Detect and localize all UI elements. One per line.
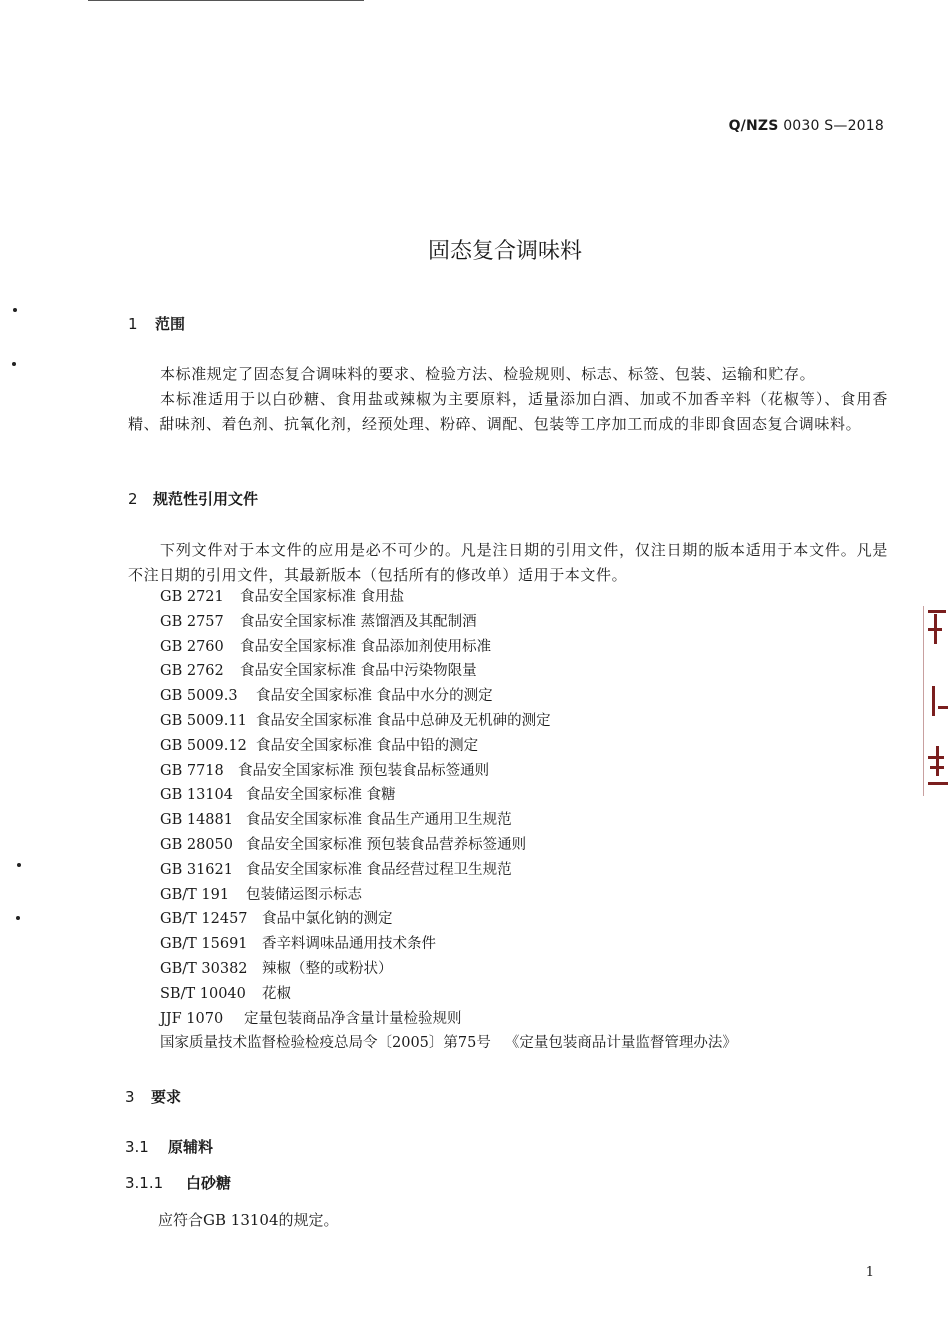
reference-code: GB 7718 [160,762,224,779]
reference-item [160,808,737,833]
scope-paragraph-2: 本标准适用于以白砂糖、食用盐或辣椒为主要原料，适量添加白酒、加或不加香辛料（花椒等）、食用香精、甜味剂、着色剂、抗氧化剂，经预处理、粉碎、调配、包装等工序加工而成的非即食固态复合调味料。 [128,390,888,433]
reference-title: 食品安全国家标准 食品经营过程卫生规范 [246,861,512,878]
reference-item [160,932,737,957]
reference-code: GB 2721 [160,589,224,605]
reference-title: 食品安全国家标准 食品中污染物限量 [240,663,477,680]
reference-item [160,883,737,908]
reference-list [160,585,737,1056]
scope-text [128,362,888,437]
reference-code: GB 13104 [160,787,233,804]
reference-item [160,635,737,660]
section-3-1-1-heading [125,1172,231,1193]
reference-title: 食品安全国家标准 预包装食品营养标签通则 [246,836,527,853]
reference-item [160,783,737,808]
reference-title: 包装储运图示标志 [246,886,362,903]
reference-code: GB 28050 [160,836,233,853]
reference-title: 食品安全国家标准 食品生产通用卫生规范 [246,812,512,829]
reference-title: 《定量包装商品计量监督管理办法》 [504,1035,737,1052]
references-intro-text: 下列文件对于本文件的应用是必不可少的。凡是注日期的引用文件，仅注日期的版本适用于本文件。凡是不注日期的引用文件，其最新版本（包括所有的修改单）适用于本文件。 [128,541,888,584]
reference-item [160,957,737,982]
reference-item [160,1031,737,1056]
punch-mark [12,362,16,366]
reference-title: 定量包装商品净含量计量检验规则 [244,1010,462,1027]
reference-item [160,709,737,734]
reference-title: 辣椒（整的或粉状） [262,960,393,977]
reference-title: 花椒 [262,985,291,1002]
sugar-requirement [158,1208,758,1233]
reference-title: 食品安全国家标准 食品中水分的测定 [256,688,493,705]
references-intro [128,538,888,588]
section-number: 3.1.1 [125,1174,164,1192]
reference-title: 食品安全国家标准 食糖 [246,787,396,804]
section-3-1-heading [125,1136,213,1157]
page-number: 1 [865,1265,874,1280]
section-title: 白砂糖 [186,1174,232,1192]
section-3-heading [125,1086,181,1107]
reference-title: 食品安全国家标准 食品中铅的测定 [256,737,479,754]
punch-mark [16,916,20,920]
reference-code: GB/T 12457 [160,911,248,928]
standard-code: 0030 S—2018 [783,118,884,134]
reference-title: 食品安全国家标准 食品添加剂使用标准 [240,638,492,655]
reference-code: GB 5009.12 [160,737,247,754]
scope-paragraph-1: 本标准规定了固态复合调味料的要求、检验方法、检验规则、标志、标签、包装、运输和贮存。 [160,365,816,383]
reference-code: GB/T 191 [160,886,230,903]
reference-title: 食品安全国家标准 食用盐 [240,589,405,605]
seal-fragment [923,606,950,796]
reference-code: GB 2760 [160,638,224,655]
reference-code: GB 14881 [160,812,233,829]
reference-title: 食品中氯化钠的测定 [262,911,393,928]
section-number: 1 [128,315,138,333]
standard-number [729,118,884,134]
section-number: 2 [128,490,138,508]
reference-title: 食品安全国家标准 预包装食品标签通则 [238,762,490,779]
reference-title: 香辛料调味品通用技术条件 [262,936,436,953]
reference-item [160,585,737,610]
document-title: 固态复合调味料 [427,239,582,264]
section-title: 原辅料 [168,1138,214,1156]
section-title: 范围 [155,315,186,333]
top-rule [88,0,364,1]
reference-item [160,833,737,858]
reference-item [160,759,737,784]
section-1-heading [128,313,185,334]
reference-code: GB/T 30382 [160,960,248,977]
reference-code: GB/T 15691 [160,936,248,953]
reference-item [160,1007,737,1032]
punch-mark [13,308,17,312]
standard-prefix: Q/NZS [728,118,779,134]
reference-code: GB 2757 [160,613,224,630]
section-number: 3 [125,1088,135,1106]
section-title: 规范性引用文件 [153,490,259,508]
reference-item [160,610,737,635]
reference-code: SB/T 10040 [160,985,246,1002]
reference-item [160,907,737,932]
reference-item [160,982,737,1007]
section-title: 要求 [151,1088,182,1106]
section-number: 3.1 [125,1138,149,1156]
reference-item [160,858,737,883]
sugar-requirement-text: 应符合GB 13104的规定。 [158,1211,339,1229]
reference-item [160,734,737,759]
reference-code: GB 5009.11 [160,712,247,729]
reference-item [160,684,737,709]
reference-code: 国家质量技术监督检验检疫总局令〔2005〕第75号 [160,1035,491,1052]
reference-code: GB 2762 [160,663,224,680]
reference-code: GB 5009.3 [160,688,238,705]
section-2-heading [128,488,258,509]
reference-code: JJF 1070 [160,1010,224,1027]
reference-code: GB 31621 [160,861,233,878]
reference-title: 食品安全国家标准 蒸馏酒及其配制酒 [240,613,477,630]
reference-title: 食品安全国家标准 食品中总砷及无机砷的测定 [256,712,551,729]
punch-mark [17,863,21,867]
reference-item [160,659,737,684]
